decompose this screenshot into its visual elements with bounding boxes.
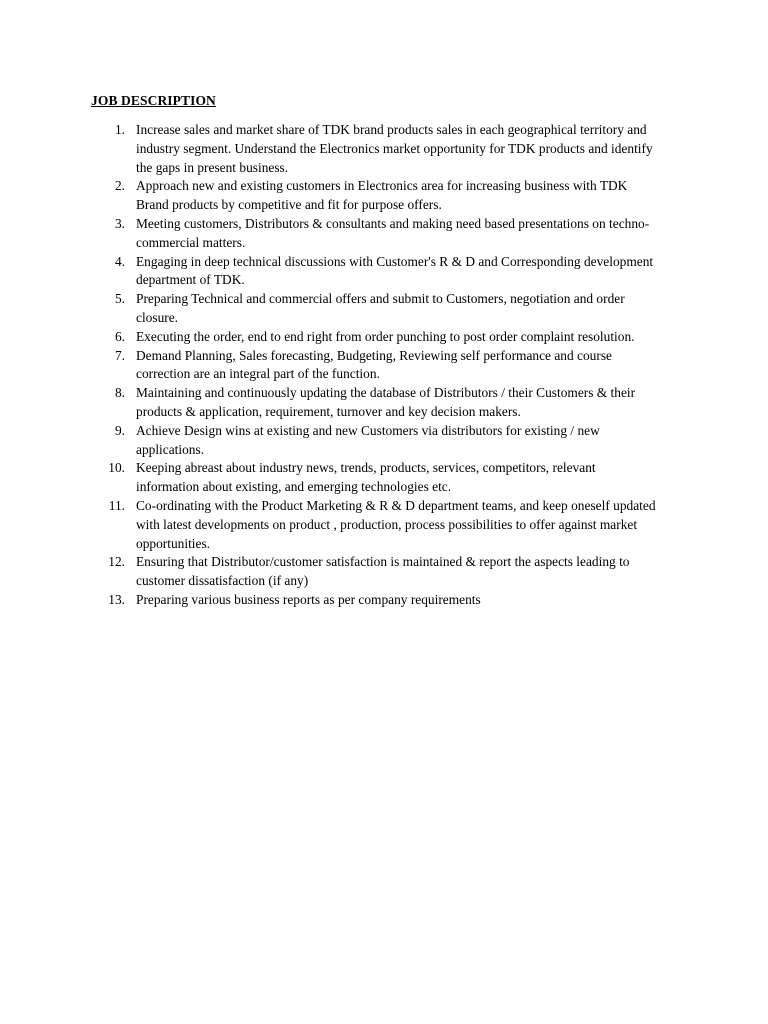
list-item-number: 12. <box>108 554 125 570</box>
list-item-line: closure. <box>136 309 179 325</box>
list-item-line: products & application, requirement, turnover and key decision makers. <box>136 403 521 419</box>
list-item-line: Co-ordinating with the Product Marketing & R & D department teams, and keep oneself updated <box>136 497 656 513</box>
list-item-number: 8. <box>114 385 125 401</box>
list-item-number: 3. <box>114 215 125 231</box>
list-item-text <box>136 347 684 385</box>
list-item-text <box>136 422 684 460</box>
list-item-line: Preparing various business reports as per company requirements <box>136 591 481 607</box>
list-item-number: 5. <box>114 291 125 307</box>
list-item-line: Maintaining and continuously updating the database of Distributors / their Customers & their <box>136 385 636 401</box>
list-item-line: applications. <box>136 441 205 457</box>
list-item-text <box>136 384 684 422</box>
list-item-number: 10. <box>108 460 125 476</box>
list-item-text <box>136 591 684 610</box>
list-item-line: the gaps in present business. <box>136 159 289 175</box>
list-item <box>0 347 768 385</box>
list-item-text <box>136 177 684 215</box>
list-item-number: 9. <box>114 422 125 438</box>
page-title: JOB DESCRIPTION <box>91 93 216 108</box>
list-item-line: Demand Planning, Sales forecasting, Budgeting, Reviewing self performance and course <box>136 347 612 363</box>
list-item-line: Engaging in deep technical discussions with Customer's R & D and Corresponding development <box>136 253 654 269</box>
list-item-text <box>136 459 684 497</box>
list-item-line: Ensuring that Distributor/customer satisfaction is maintained & report the aspects leading to <box>136 554 630 570</box>
list-item <box>0 591 768 610</box>
list-item-text <box>136 215 684 253</box>
list-item-line: Increase sales and market share of TDK brand products sales in each geographical territory and <box>136 122 647 137</box>
list-item-line: Keeping abreast about industry news, trends, products, services, competitors, relevant <box>136 460 596 476</box>
list-item <box>0 553 768 591</box>
list-item <box>0 422 768 460</box>
list-item-number: 1. <box>114 122 125 137</box>
list-item <box>0 253 768 291</box>
list-item-line: information about existing, and emerging technologies etc. <box>136 479 452 495</box>
list-item-line: Achieve Design wins at existing and new Customers via distributors for existing / new <box>136 422 600 438</box>
list-item-line: commercial matters. <box>136 234 246 250</box>
list-item <box>0 497 768 553</box>
list-item <box>0 384 768 422</box>
list-item-line: opportunities. <box>136 535 211 551</box>
list-item-text <box>136 253 684 291</box>
list-item-number: 2. <box>114 178 125 194</box>
list-item-number: 6. <box>114 328 125 344</box>
list-item <box>0 459 768 497</box>
list-item-text <box>136 121 684 177</box>
list-item-text <box>136 497 684 553</box>
list-item <box>0 290 768 328</box>
list-item-line: industry segment. Understand the Electronics market opportunity for TDK products and identify <box>136 140 653 156</box>
list-item-line: customer dissatisfaction (if any) <box>136 573 309 589</box>
list-item-number: 13. <box>108 591 125 607</box>
list-item-number: 7. <box>114 347 125 363</box>
list-item-line: Preparing Technical and commercial offers and submit to Customers, negotiation and order <box>136 291 625 307</box>
list-item-text <box>136 553 684 591</box>
list-item <box>0 121 768 177</box>
list-item-line: with latest developments on product , production, process possibilities to offer against market <box>136 516 638 532</box>
list-item <box>0 177 768 215</box>
list-item-number: 11. <box>108 497 125 513</box>
list-item-number: 4. <box>114 253 125 269</box>
job-description-list <box>0 121 768 610</box>
list-item-text <box>136 290 684 328</box>
list-item-line: Meeting customers, Distributors & consultants and making need based presentations on techno- <box>136 215 650 231</box>
list-item <box>0 215 768 253</box>
list-item-line: department of TDK. <box>136 272 245 288</box>
list-item-line: Approach new and existing customers in Electronics area for increasing business with TDK <box>136 178 628 194</box>
list-item-line: correction are an integral part of the function. <box>136 366 380 382</box>
list-item-text <box>136 328 684 347</box>
list-item-line: Brand products by competitive and fit for purpose offers. <box>136 197 442 213</box>
list-item-line: Executing the order, end to end right from order punching to post order complaint resolution. <box>136 328 635 344</box>
list-item <box>0 328 768 347</box>
